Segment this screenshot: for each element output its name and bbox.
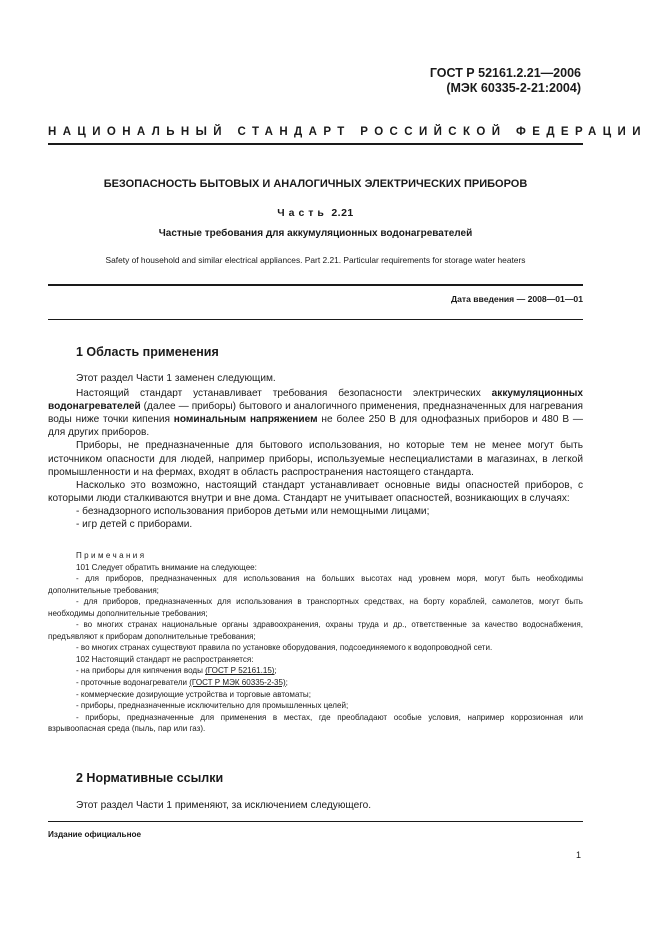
note-101: 101 Следует обратить внимание на следующее: bbox=[76, 562, 257, 572]
notes-block bbox=[48, 550, 583, 735]
standard-number: ГОСТ Р 52161.2.21—2006 bbox=[429, 66, 581, 80]
note-item: - на приборы для кипячения воды (ГОСТ Р 52161.15); bbox=[76, 666, 277, 676]
reference-link[interactable]: (ГОСТ Р МЭК 60335-2-35) bbox=[189, 678, 286, 688]
document-subtitle: Частные требования для аккумуляционных водонагревателей bbox=[158, 228, 473, 239]
document-title: БЕЗОПАСНОСТЬ БЫТОВЫХ И АНАЛОГИЧНЫХ ЭЛЕКТРИЧЕСКИХ ПРИБОРОВ bbox=[103, 178, 528, 190]
english-title: Safety of household and similar electrical appliances. Part 2.21. Particular requirements for storage water heaters bbox=[105, 255, 526, 265]
note-item: - во многих странах национальные органы здравоохранения, охраны труда и др., ответственные за качество водоснабжения, предъявляют к приборам дополнительные требования; bbox=[48, 620, 583, 641]
note-item: - проточные водонагреватели (ГОСТ Р МЭК 60335-2-35); bbox=[76, 678, 288, 688]
title-divider bbox=[48, 284, 583, 286]
reference-link[interactable]: (ГОСТ Р 52161.15) bbox=[205, 666, 275, 676]
notes-heading: Примечания bbox=[76, 551, 147, 560]
standard-designation bbox=[430, 66, 581, 96]
paragraph: Насколько это возможно, настоящий стандарт устанавливает основные виды опасностей приборов, с которыми люди сталкиваются внутри и вне дома. Стандарт не учитывает опасностей, возникающих в случаях: bbox=[48, 479, 583, 504]
note-item: - во многих странах существуют правила по установке оборудования, подсоединяемого к водопроводной сети. bbox=[76, 643, 493, 653]
note-item: - приборы, предназначенные для применения в местах, где преобладают особые условия, например коррозионная или взрывоопасная среда (пыль, пар или газ). bbox=[48, 712, 583, 734]
paragraph: Приборы, не предназначенные для бытового использования, но которые тем не менее могут быть источником опасности для людей, например приборы, используемые неспециалистами в магазинах, в легкой промышленности и на фермах, входят в область распространения настоящего стандарта. bbox=[48, 440, 583, 478]
official-edition-label: Издание официальное bbox=[48, 830, 142, 839]
top-divider bbox=[48, 143, 583, 145]
term-bold: аккумуляционных водонагревателей bbox=[48, 388, 583, 413]
standard-iec-number: (МЭК 60335-2-21:2004) bbox=[446, 81, 581, 95]
paragraph: Настоящий стандарт устанавливает требования безопасности электрических аккумуляционных водонагревателей (далее — приборы) бытового и аналогичного применения, предназначенных для нагревания воды ниже точки кипения номинальным напряжением не более 250 В для однофазных приборов и 480 В — для других приборов. bbox=[48, 388, 584, 439]
date-divider bbox=[48, 319, 583, 320]
section-2-paragraph: Этот раздел Части 1 применяют, за исключением следующего. bbox=[76, 800, 372, 811]
part-word: Часть bbox=[277, 207, 328, 219]
part-label bbox=[48, 207, 583, 219]
note-item: - для приборов, предназначенных для использования в транспортных средствах, на борту кораблей, самолетов, могут быть необходимы дополнительные требования; bbox=[48, 597, 583, 618]
page-number: 1 bbox=[575, 850, 581, 860]
national-standard-banner: НАЦИОНАЛЬНЫЙ СТАНДАРТ РОССИЙСКОЙ ФЕДЕРАЦИИ bbox=[48, 126, 647, 138]
term-bold: номинальным напряжением bbox=[173, 414, 318, 426]
section-2-heading: 2 Нормативные ссылки bbox=[76, 771, 224, 785]
footer-divider bbox=[48, 821, 583, 822]
note-102: 102 Настоящий стандарт не распространяется: bbox=[76, 654, 254, 664]
part-number: 2.21 bbox=[331, 207, 354, 219]
note-item: - для приборов, предназначенных для использования на больших высотах над уровнем моря, могут быть необходимы дополнительные требования; bbox=[48, 574, 583, 595]
section-1-heading: 1 Область применения bbox=[76, 345, 219, 359]
section-1-body bbox=[48, 372, 583, 531]
note-item: - коммерческие дозирующие устройства и торговые автоматы; bbox=[76, 689, 311, 699]
note-item: - приборы, предназначенные исключительно для промышленных целей; bbox=[76, 701, 349, 711]
list-item: - игр детей с приборами. bbox=[76, 519, 193, 531]
introduction-date: Дата введения — 2008—01—01 bbox=[450, 294, 583, 304]
paragraph: Этот раздел Части 1 заменен следующим. bbox=[76, 373, 276, 384]
list-item: - безнадзорного использования приборов детьми или немощными лицами; bbox=[76, 505, 430, 517]
